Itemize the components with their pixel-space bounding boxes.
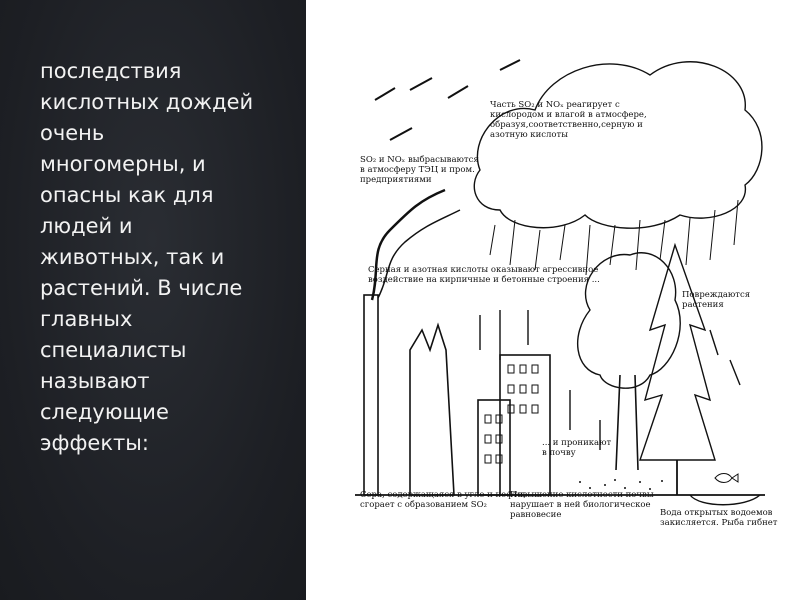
building-short: [478, 400, 510, 495]
body-line: главных: [40, 307, 133, 331]
slide-body-text: [40, 56, 302, 459]
water-pond: [690, 495, 760, 505]
label-emission: SO₂ и NOₓ выбрасываются в атмосферу ТЭЦ и пром. предприятиями: [360, 155, 479, 185]
body-line: называют: [40, 369, 150, 393]
label-soil-acidity: Повышение кислотности почвы нарушает в ней биологическое равновесие: [510, 490, 654, 520]
label-buildings: Серная и азотная кислоты оказывают агрессивное воздействие на кирпичные и бетонные строения ...: [368, 265, 600, 285]
tree-arrows: [710, 330, 740, 385]
building-tall: [500, 355, 550, 495]
body-line: кислотных дождей: [40, 90, 254, 114]
acid-rain-diagram: [350, 30, 778, 550]
conifer-tree: [640, 245, 715, 460]
body-line: специалисты: [40, 338, 187, 362]
label-water: Вода открытых водоемов закисляется. Рыба гибнет: [660, 508, 778, 528]
factory: [410, 325, 454, 495]
soil-dots: [579, 479, 663, 490]
body-line: очень: [40, 121, 105, 145]
fish-icon: [715, 474, 738, 483]
body-line: последствия: [40, 59, 182, 83]
body-line: опасны как для: [40, 183, 214, 207]
building-windows: [485, 365, 538, 463]
label-coal-oil: Сера, содержащаяся в угле и нефти, сгорает с образованием SO₂: [360, 490, 526, 510]
cloud: [474, 62, 762, 228]
label-soil-penetrate: ... и проникают в почву: [542, 438, 612, 458]
left-panel: [0, 0, 306, 600]
acid-arrows: [480, 310, 600, 450]
body-line: животных, так и: [40, 245, 225, 269]
label-cloud-reaction: Часть SO₂ и NOₓ реагирует с кислородом и влагой в атмосфере, образуя,соответственно,серную и азотную кислоты: [490, 100, 647, 140]
body-line: людей и: [40, 214, 133, 238]
body-line: многомерны, и: [40, 152, 206, 176]
body-line: эффекты:: [40, 431, 149, 455]
chimney: [364, 295, 378, 495]
label-plants: Повреждаются растения: [682, 290, 751, 310]
body-line: следующие: [40, 400, 169, 424]
rain: [490, 200, 738, 275]
body-line: растений. В числе: [40, 276, 243, 300]
